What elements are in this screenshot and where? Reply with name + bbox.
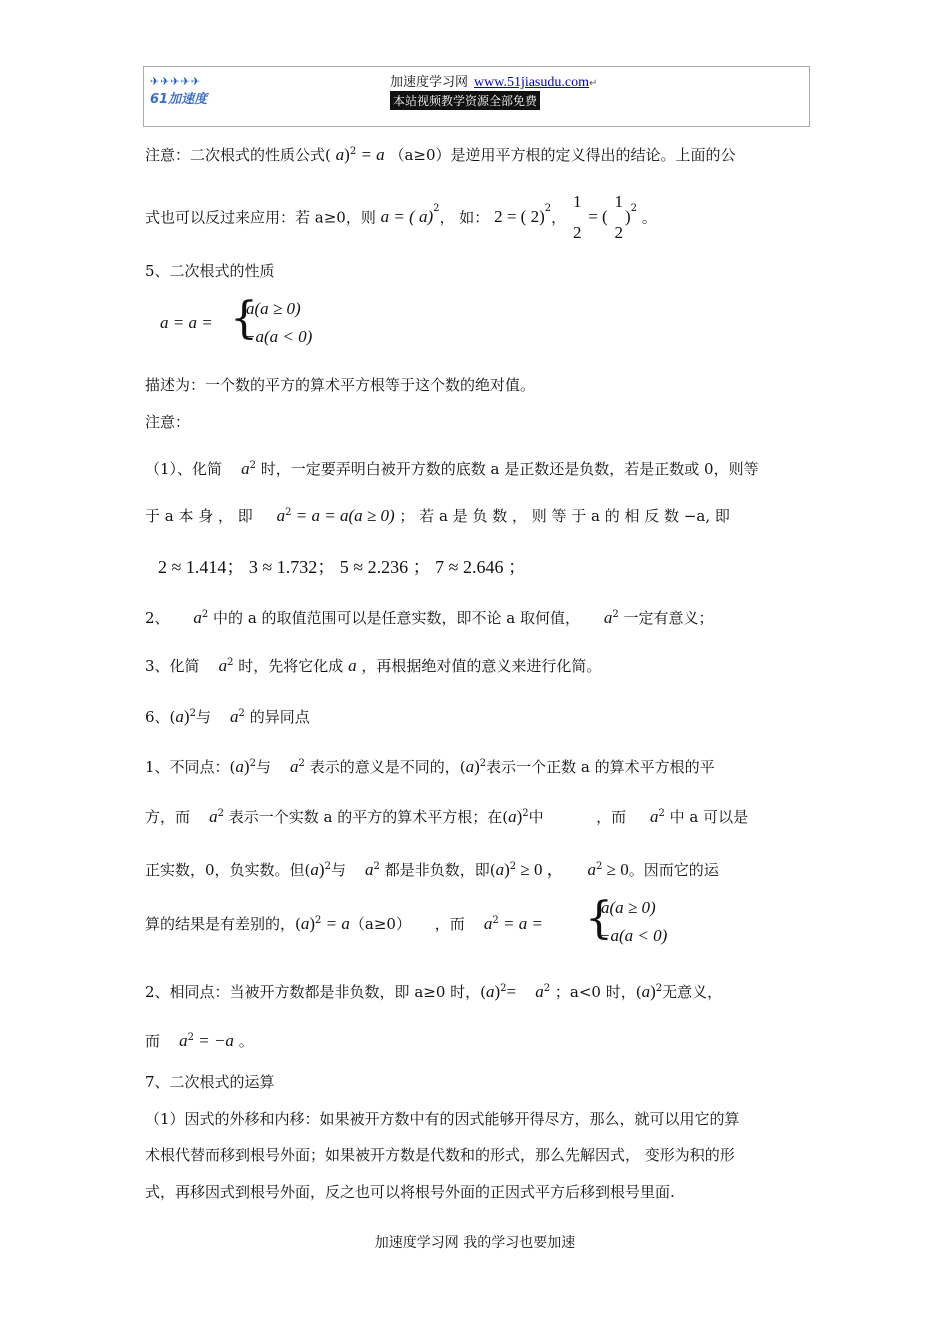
math-exponent: 2 — [543, 983, 551, 994]
text: 中 a 可以是 — [669, 808, 749, 826]
math-var: a — [641, 982, 651, 1001]
text: ；a<0 时，( — [554, 983, 642, 1001]
text: 都是非负数，即( — [384, 861, 496, 879]
math-exponent: 2 — [249, 460, 256, 471]
fraction-denominator: 2 — [572, 223, 582, 242]
math-exponent: 2 — [201, 609, 209, 620]
math-paren: ) — [504, 860, 510, 879]
text: 算的结果是有差别的，( — [145, 915, 301, 933]
math-exponent: 2 — [373, 861, 380, 872]
section-7-line-3: 式，再移因式到根号外面，反之也可以将根号外面的正因式平方后移到根号里面. — [145, 1183, 675, 1201]
section-6-title — [145, 706, 310, 727]
math-exponent: 2 — [217, 808, 224, 819]
text: 。 — [233, 1032, 254, 1050]
math-var: a — [535, 982, 544, 1001]
math-expr: 2 = ( 2) — [494, 207, 545, 226]
text: ， 如： — [439, 208, 490, 227]
text: 与 — [255, 758, 271, 776]
site-logo[interactable] — [150, 75, 220, 115]
text: 注意：二次根式的性质公式( — [145, 146, 331, 164]
section-7-line-1: （1）因式的外移和内移：如果被开方数中有的因式能够开得尽方，那么，就可以用它的算 — [145, 1110, 740, 1128]
text: ， — [551, 208, 567, 227]
text: 表示一个正数 a 的算术平方根的平 — [486, 758, 715, 776]
fraction-numerator: 1 — [572, 192, 582, 211]
header-banner — [143, 66, 810, 127]
math-var: a — [465, 757, 475, 776]
math-paren: ) — [625, 207, 631, 226]
math-expr: = −a — [193, 1031, 234, 1050]
math-expr: = a — [356, 145, 385, 164]
math-var: a — [218, 656, 228, 675]
similarity-line-2 — [145, 1030, 254, 1051]
text: ，而 — [434, 915, 465, 933]
fraction — [571, 193, 584, 241]
text: 方，而 — [145, 808, 191, 826]
paragraph-reverse-application — [145, 193, 657, 243]
section-5-note: 注意： — [145, 413, 191, 431]
difference-line-3 — [145, 855, 719, 880]
section-7-line-2: 术根代替而移到根号外面；如果被开方数是代数和的形式，那么先解因式， 变形为积的形 — [145, 1146, 735, 1164]
similarity-line-1 — [145, 981, 722, 1002]
math-exponent: 2 — [227, 657, 234, 668]
case-negative: −a(a < 0) — [599, 926, 668, 945]
difference-line-1 — [145, 756, 715, 777]
math-var: a — [241, 459, 250, 478]
math-paren: ) — [243, 757, 250, 776]
math-var: a — [365, 860, 374, 879]
text: 3、化简 — [145, 657, 200, 675]
text: 表示一个实数 a 的平方的算术平方根；在( — [228, 808, 509, 826]
text: 无意义， — [662, 983, 723, 1001]
math-exponent: 2 — [433, 203, 440, 214]
math-var: a — [486, 982, 495, 1001]
math-exponent: 2 — [509, 861, 517, 872]
math-paren: ) — [318, 860, 325, 879]
math-exponent: 2 — [630, 203, 638, 214]
text: ； 若 a 是 负 数 ， 则 等 于 a 的 相 反 数 −a, 即 — [399, 507, 730, 525]
math-expr: = a = a(a ≥ 0) — [291, 506, 395, 525]
case-negative: −a(a < 0) — [244, 327, 313, 346]
math-var: a — [290, 757, 299, 776]
math-paren: ) — [494, 982, 501, 1001]
text: ，而 — [596, 808, 627, 826]
note-3 — [145, 655, 601, 676]
difference-line-4 — [145, 894, 705, 954]
math-expr: = — [506, 982, 517, 1001]
math-var: a — [209, 807, 218, 826]
logo-stars-icon: ✈✈✈✈✈ — [150, 75, 202, 88]
math-exponent: 2 — [238, 708, 245, 719]
math-var: a — [587, 860, 597, 879]
math-var: a — [508, 807, 517, 826]
math-paren: ) — [344, 145, 350, 164]
note-2 — [145, 607, 714, 628]
text: 。 — [637, 208, 657, 227]
math-expr: ≥ 0 — [602, 860, 629, 879]
math-exponent: 2 — [492, 915, 499, 926]
math-var: a — [483, 914, 493, 933]
case-positive: a(a ≥ 0) — [246, 299, 301, 318]
section-7-title: 7、二次根式的运算 — [145, 1073, 275, 1091]
math-var: a — [175, 707, 184, 726]
page-footer: 加速度学习网 我的学习也要加速 — [374, 1235, 576, 1251]
text: 表示的意义是不同的，( — [309, 758, 466, 776]
math-var: a — [235, 757, 244, 776]
math-exponent: 2 — [658, 808, 665, 819]
text: 的异同点 — [249, 708, 310, 726]
section-5-title: 5、二次根式的性质 — [145, 262, 275, 280]
math-paren: ) — [516, 807, 523, 826]
math-exponent: 2 — [596, 861, 603, 872]
text: （1）、化简 — [145, 460, 223, 478]
brace-symbol: { — [230, 293, 258, 344]
math-var: a — [276, 506, 286, 525]
text: 而 — [145, 1032, 161, 1050]
math-expr: = a — [321, 914, 350, 933]
math-var: a — [179, 1031, 188, 1050]
fraction — [613, 193, 626, 241]
math-var: a — [335, 145, 345, 164]
math-exponent: 2 — [249, 758, 256, 769]
math-paren: ) — [183, 707, 190, 726]
difference-line-2 — [145, 806, 748, 827]
case-positive: a(a ≥ 0) — [601, 898, 656, 917]
fraction-numerator: 1 — [614, 192, 623, 211]
math-paren: ) — [474, 757, 480, 776]
text: 与 — [330, 861, 346, 879]
math-exponent: 2 — [349, 146, 357, 157]
text: 时，一定要弄明白被开方数的底数 a 是正数还是负数，若是正数或 0，则等 — [260, 460, 759, 478]
math-var: a — [348, 656, 357, 675]
text: 中 — [528, 808, 544, 826]
math-exponent: 2 — [655, 983, 663, 994]
math-exponent: 2 — [315, 915, 322, 926]
math-paren: ) — [309, 914, 316, 933]
text: 与 — [195, 708, 211, 726]
math-exponent: 2 — [544, 203, 552, 214]
text: ，再根据绝对值的意义来进行化简。 — [361, 657, 602, 675]
math-exponent: 2 — [612, 609, 619, 620]
note-1-line-1 — [145, 458, 759, 479]
math-exponent: 2 — [298, 758, 305, 769]
math-exponent: 2 — [189, 708, 196, 719]
fraction-denominator: 2 — [614, 223, 623, 242]
text: （a≥0） — [349, 915, 411, 933]
header-site-line: 加速度学习网 www.51jiasudu.com↵ — [390, 75, 598, 90]
math-expr: = a = — [168, 313, 213, 332]
text: （a≥0）是逆用平方根的定义得出的结论。上面的公 — [389, 146, 736, 164]
math-expr: a = ( a) — [380, 207, 434, 226]
text: 。因而它的运 — [628, 861, 719, 879]
text: 1、不同点：( — [145, 758, 236, 776]
math-var: a — [495, 860, 505, 879]
line-4-text — [145, 913, 543, 934]
text: 一定有意义； — [623, 609, 714, 627]
math-exponent: 2 — [479, 758, 487, 769]
approximation-values: 2 ≈ 1.414； 3 ≈ 1.732； 5 ≈ 2.236 ； 7 ≈ 2.646 ； — [158, 557, 527, 577]
header-slogan: 本站视频教学资源全部免费 — [390, 91, 540, 110]
section-5-description: 描述为：一个数的平方的算术平方根等于这个数的绝对值。 — [145, 376, 536, 394]
math-exponent: 2 — [324, 861, 331, 872]
math-var: a — [230, 707, 239, 726]
math-var: a — [193, 608, 202, 627]
text: 2、 — [145, 609, 170, 627]
math-exponent: 2 — [522, 808, 529, 819]
math-expr: ≥ 0 ， — [516, 860, 564, 879]
text: 6、( — [145, 708, 176, 726]
text: 中的 a 的取值范围可以是任意实数，即不论 a 取何值， — [213, 609, 581, 627]
site-name: 加速度学习网 — [390, 75, 469, 90]
note-1-line-2 — [145, 505, 730, 526]
text: 正实数，0，负实数。但( — [145, 861, 311, 879]
math-paren: ) — [650, 982, 656, 1001]
text: 式也可以反过来应用：若 a≥0，则 — [145, 208, 376, 227]
text: 时，先将它化成 — [238, 657, 344, 675]
math-var: a — [603, 608, 613, 627]
formula-lhs — [160, 313, 213, 333]
logo-text: 61加速度 — [150, 92, 208, 107]
math-expr: = a = — [498, 914, 543, 933]
brace-symbol: { — [585, 893, 613, 944]
math-var: a — [310, 860, 319, 879]
math-exponent: 2 — [187, 1032, 194, 1043]
math-exponent: 2 — [285, 507, 292, 518]
math-var: a — [300, 914, 310, 933]
text: 2、相同点：当被开方数都是非负数，即 a≥0 时，( — [145, 983, 486, 1001]
math-var: a — [160, 313, 169, 332]
math-var: a — [649, 807, 659, 826]
math-exponent: 2 — [500, 983, 507, 994]
math-expr: = ( — [588, 207, 608, 226]
paragraph-note-formula — [145, 144, 736, 165]
site-url-link[interactable]: www.51jiasudu.com — [474, 75, 589, 90]
text: 于 a 本 身 ， 即 — [145, 507, 253, 525]
